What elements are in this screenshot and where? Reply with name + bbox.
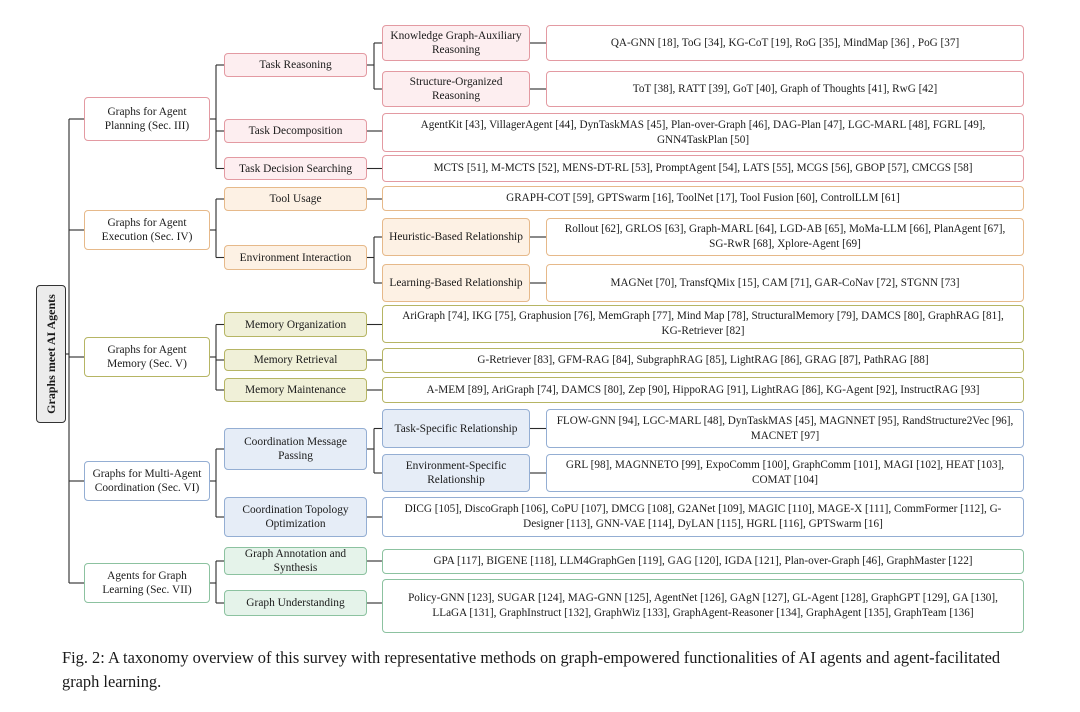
- method-list: MAGNet [70], TransfQMix [15], CAM [71], GAR-CoNav [72], STGNN [73]: [546, 264, 1024, 302]
- method-list: Rollout [62], GRLOS [63], Graph-MARL [64], LGD-AB [65], MoMa-LLM [66], PlanAgent [67], SG-RwR [68], Xplore-Agent [69]: [546, 218, 1024, 256]
- subcategory-node: Memory Organization: [224, 312, 367, 337]
- method-list: GPA [117], BIGENE [118], LLM4GraphGen [119], GAG [120], IGDA [121], Plan-over-Graph [46], GraphMaster [122]: [382, 549, 1024, 574]
- category-node-learn: Agents for Graph Learning (Sec. VII): [84, 563, 210, 603]
- relationship-node: Task-Specific Relationship: [382, 409, 530, 448]
- subcategory-node: Graph Annotation and Synthesis: [224, 547, 367, 575]
- category-node-mem: Graphs for Agent Memory (Sec. V): [84, 337, 210, 377]
- figure-caption: Fig. 2: A taxonomy overview of this survey with representative methods on graph-empowered functionalities of AI agents and agent-facilitated graph learning.: [62, 648, 1001, 691]
- subcategory-node: Coordination Topology Optimization: [224, 497, 367, 537]
- relationship-node: Heuristic-Based Relationship: [382, 218, 530, 256]
- method-list: ToT [38], RATT [39], GoT [40], Graph of Thoughts [41], RwG [42]: [546, 71, 1024, 107]
- subcategory-node: Graph Understanding: [224, 590, 367, 616]
- relationship-node: Knowledge Graph-Auxiliary Reasoning: [382, 25, 530, 61]
- method-list: DICG [105], DiscoGraph [106], CoPU [107], DMCG [108], G2ANet [109], MAGIC [110], MAGE-X [111], CommFormer [112], G-Designer [113], GNN-VAE [114], DyLAN [115], HGRL [116], GPTSwarm [16]: [382, 497, 1024, 537]
- category-node-exec: Graphs for Agent Execution (Sec. IV): [84, 210, 210, 250]
- method-list: QA-GNN [18], ToG [34], KG-CoT [19], RoG [35], MindMap [36] , PoG [37]: [546, 25, 1024, 61]
- method-list: AriGraph [74], IKG [75], Graphusion [76], MemGraph [77], Mind Map [78], StructuralMemory [79], DAMCS [80], GraphRAG [81], KG-Retriever [82]: [382, 305, 1024, 343]
- method-list: GRL [98], MAGNNETO [99], ExpoComm [100], GraphComm [101], MAGI [102], HEAT [103], COMAT [104]: [546, 454, 1024, 492]
- method-list: FLOW-GNN [94], LGC-MARL [48], DynTaskMAS [45], MAGNNET [95], RandStructure2Vec [96], MACNET [97]: [546, 409, 1024, 448]
- root-node: [36, 285, 66, 423]
- subcategory-node: Task Decomposition: [224, 119, 367, 143]
- method-list: AgentKit [43], VillagerAgent [44], DynTaskMAS [45], Plan-over-Graph [46], DAG-Plan [47], LGC-MARL [48], FGRL [49], GNN4TaskPlan [50]: [382, 113, 1024, 152]
- relationship-node: Learning-Based Relationship: [382, 264, 530, 302]
- subcategory-node: Environment Interaction: [224, 245, 367, 270]
- subcategory-node: Memory Retrieval: [224, 349, 367, 371]
- subcategory-node: Memory Maintenance: [224, 378, 367, 402]
- subcategory-node: Task Reasoning: [224, 53, 367, 77]
- method-list: MCTS [51], M-MCTS [52], MENS-DT-RL [53], PromptAgent [54], LATS [55], MCGS [56], GBOP [57], CMCGS [58]: [382, 155, 1024, 182]
- root-label: Graphs meet AI Agents: [44, 294, 59, 414]
- method-list: Policy-GNN [123], SUGAR [124], MAG-GNN [125], AgentNet [126], GAgN [127], GL-Agent [128], GraphGPT [129], GA [130], LLaGA [131], GraphInstruct [132], GraphWiz [133], GraphAgent-Reasoner [134], GraphAgent [135], GraphTeam [136]: [382, 579, 1024, 633]
- category-node-coord: Graphs for Multi-Agent Coordination (Sec. VI): [84, 461, 210, 501]
- relationship-node: Structure-Organized Reasoning: [382, 71, 530, 107]
- relationship-node: Environment-Specific Relationship: [382, 454, 530, 492]
- subcategory-node: Task Decision Searching: [224, 157, 367, 180]
- method-list: GRAPH-COT [59], GPTSwarm [16], ToolNet [17], Tool Fusion [60], ControlLLM [61]: [382, 186, 1024, 211]
- subcategory-node: Coordination Message Passing: [224, 428, 367, 470]
- category-node-plan: Graphs for Agent Planning (Sec. III): [84, 97, 210, 141]
- subcategory-node: Tool Usage: [224, 187, 367, 211]
- method-list: A-MEM [89], AriGraph [74], DAMCS [80], Zep [90], HippoRAG [91], LightRAG [86], KG-Agent [92], InstructRAG [93]: [382, 377, 1024, 403]
- method-list: G-Retriever [83], GFM-RAG [84], SubgraphRAG [85], LightRAG [86], GRAG [87], PathRAG [88]: [382, 348, 1024, 373]
